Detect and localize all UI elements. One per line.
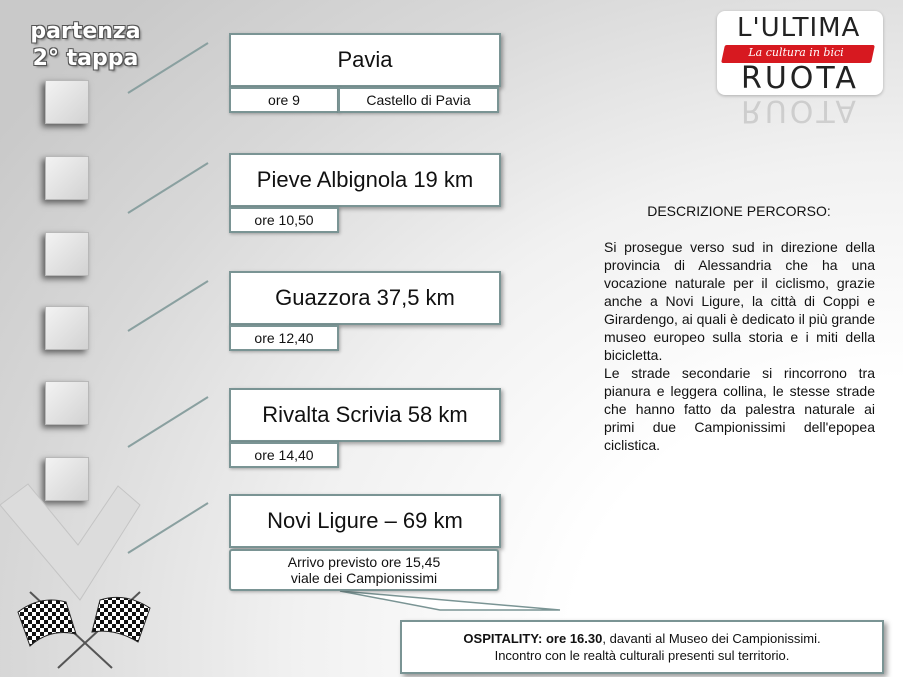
description-paragraph-2: Le strade secondarie si rincorrono tra pianura e leggera collina, le stesse strade che hanno fatto da palestra naturale ai primi due Campionissimi dell'epopea ciclistica. bbox=[604, 365, 875, 453]
stage-arrival-novi-ligure bbox=[229, 549, 499, 591]
checkbox-stage-4[interactable] bbox=[45, 306, 89, 350]
logo-text-bottom: RUOTA bbox=[741, 61, 859, 96]
checkbox-stage-3[interactable] bbox=[45, 232, 89, 276]
hospitality-callout bbox=[400, 620, 884, 674]
arrival-location: viale dei Campionissimi bbox=[290, 570, 438, 586]
hospitality-label: OSPITALITY: ore 16.30 bbox=[463, 631, 603, 646]
description-text bbox=[604, 238, 875, 454]
callout-pointer bbox=[340, 591, 560, 610]
logo-tagline: La cultura in bici bbox=[748, 46, 844, 59]
stage-box-pavia: Pavia bbox=[229, 33, 501, 87]
logo-ultima-ruota bbox=[717, 11, 883, 95]
arrival-time: Arrivo previsto ore 15,45 bbox=[287, 554, 441, 570]
logo-reflection: RUOTA bbox=[741, 93, 859, 128]
checkbox-stage-2[interactable] bbox=[45, 156, 89, 200]
checkbox-stage-5[interactable] bbox=[45, 381, 89, 425]
checkered-flags-icon bbox=[18, 592, 150, 668]
stage-box-pieve-albignola: Pieve Albignola 19 km bbox=[229, 153, 501, 207]
stage-time-pavia: ore 9 bbox=[229, 87, 339, 113]
hospitality-line-1 bbox=[463, 630, 820, 647]
checkbox-stage-1[interactable] bbox=[45, 80, 89, 124]
stage-box-novi-ligure: Novi Ligure – 69 km bbox=[229, 494, 501, 548]
hospitality-location: , davanti al Museo dei Campionissimi. bbox=[602, 631, 821, 646]
checkbox-stage-6[interactable] bbox=[45, 457, 89, 501]
stage-location-pavia: Castello di Pavia bbox=[338, 87, 499, 113]
description-title: DESCRIZIONE PERCORSO: bbox=[647, 203, 831, 219]
stage-time-pieve-albignola: ore 10,50 bbox=[229, 207, 339, 233]
hospitality-line-2: Incontro con le realtà culturali presenti sul territorio. bbox=[494, 648, 790, 663]
description-paragraph-1: Si prosegue verso sud in direzione della provincia di Alessandria che ha una vocazione naturale per il ciclismo, grazie anche a Novi Ligure, la città di Coppi e Girardengo, ai quali è dedicato il più grande museo europeo sulla storia e i miti della bicicletta. bbox=[604, 239, 875, 363]
check-arrow-icon bbox=[0, 484, 140, 600]
stage-box-rivalta-scrivia: Rivalta Scrivia 58 km bbox=[229, 388, 501, 442]
stage-time-rivalta-scrivia: ore 14,40 bbox=[229, 442, 339, 468]
stage-box-guazzora: Guazzora 37,5 km bbox=[229, 271, 501, 325]
page-title: partenza 2° tappa bbox=[30, 19, 141, 71]
stage-time-guazzora: ore 12,40 bbox=[229, 325, 339, 351]
logo-text-top: L'ULTIMA bbox=[737, 13, 861, 43]
